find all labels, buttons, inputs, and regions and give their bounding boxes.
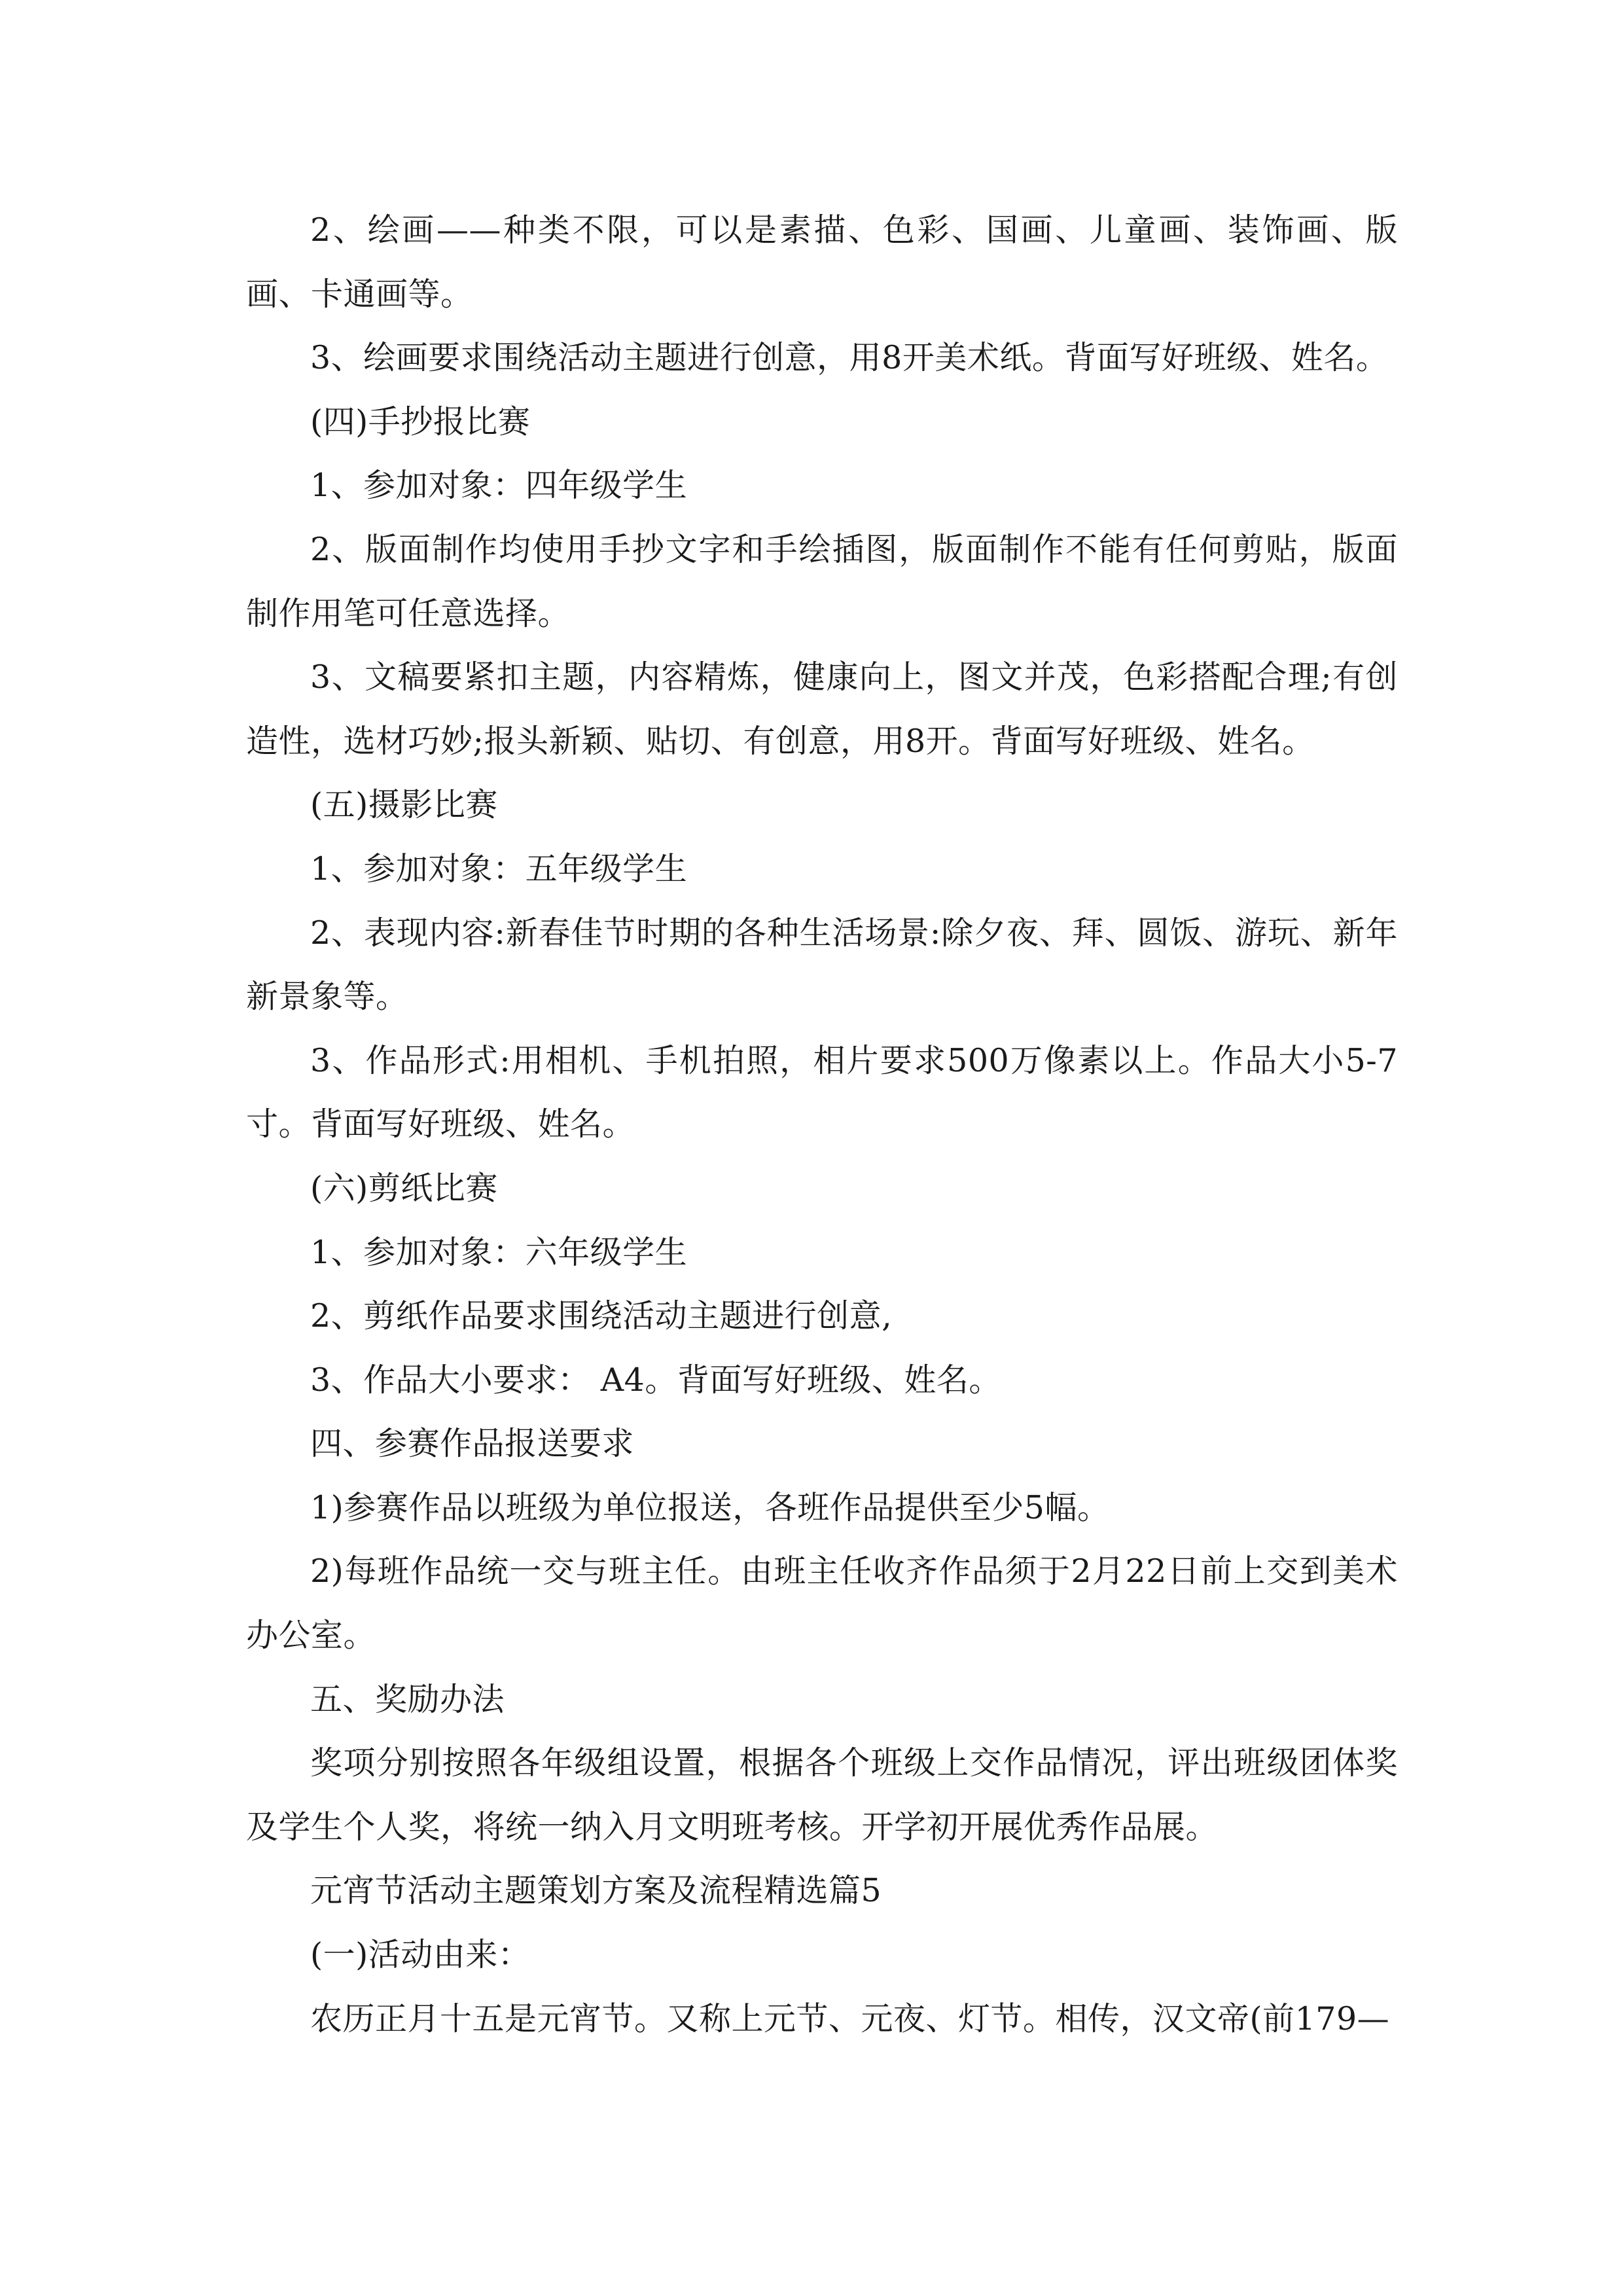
document-body (246, 198, 1398, 2051)
paragraph: 农历正月十五是元宵节。又称上元节、元夜、灯节。相传，汉文帝(前179— (310, 2000, 1390, 2037)
paragraph: 2、表现内容:新春佳节时期的各种生活场景:除夕夜、拜、圆饭、游玩、新年新景象等。 (246, 914, 1398, 1016)
paragraph: 2、剪纸作品要求围绕活动主题进行创意, (310, 1297, 893, 1335)
section-heading: (五)摄影比赛 (310, 786, 498, 824)
section-heading: (一)活动由来： (310, 1936, 531, 1974)
section-heading: (四)手抄报比赛 (310, 403, 531, 440)
article-title: 元宵节活动主题策划方案及流程精选篇5 (310, 1872, 882, 1910)
paragraph: 3、作品形式:用相机、手机拍照，相片要求500万像素以上。作品大小5-7寸。背面写好班级、姓名。 (246, 1041, 1398, 1143)
paragraph: 3、绘画要求围绕活动主题进行创意，用8开美术纸。背面写好班级、姓名。 (310, 339, 1389, 377)
section-heading: (六)剪纸比赛 (310, 1169, 498, 1207)
paragraph: 3、作品大小要求： A4。背面写好班级、姓名。 (310, 1361, 1001, 1399)
paragraph: 2)每班作品统一交与班主任。由班主任收齐作品须于2月22日前上交到美术办公室。 (246, 1552, 1398, 1655)
paragraph: 2、版面制作均使用手抄文字和手绘插图，版面制作不能有任何剪贴，版面制作用笔可任意选择。 (246, 530, 1398, 632)
paragraph: 2、绘画——种类不限，可以是素描、色彩、国画、儿童画、装饰画、版画、卡通画等。 (246, 211, 1398, 313)
paragraph: 3、文稿要紧扣主题，内容精炼，健康向上，图文并茂，色彩搭配合理;有创造性，选材巧妙;报头新颖、贴切、有创意，用8开。背面写好班级、姓名。 (246, 658, 1398, 760)
section-heading: 四、参赛作品报送要求 (310, 1425, 635, 1463)
section-heading: 五、奖励办法 (310, 1680, 505, 1718)
paragraph: 奖项分别按照各年级组设置，根据各个班级上交作品情况，评出班级团体奖及学生个人奖，将统一纳入月文明班考核。开学初开展优秀作品展。 (246, 1744, 1398, 1846)
paragraph: 1、参加对象：五年级学生 (310, 850, 688, 888)
paragraph: 1、参加对象：六年级学生 (310, 1233, 688, 1271)
paragraph: 1、参加对象：四年级学生 (310, 467, 688, 505)
paragraph: 1)参赛作品以班级为单位报送，各班作品提供至少5幅。 (310, 1488, 1110, 1526)
